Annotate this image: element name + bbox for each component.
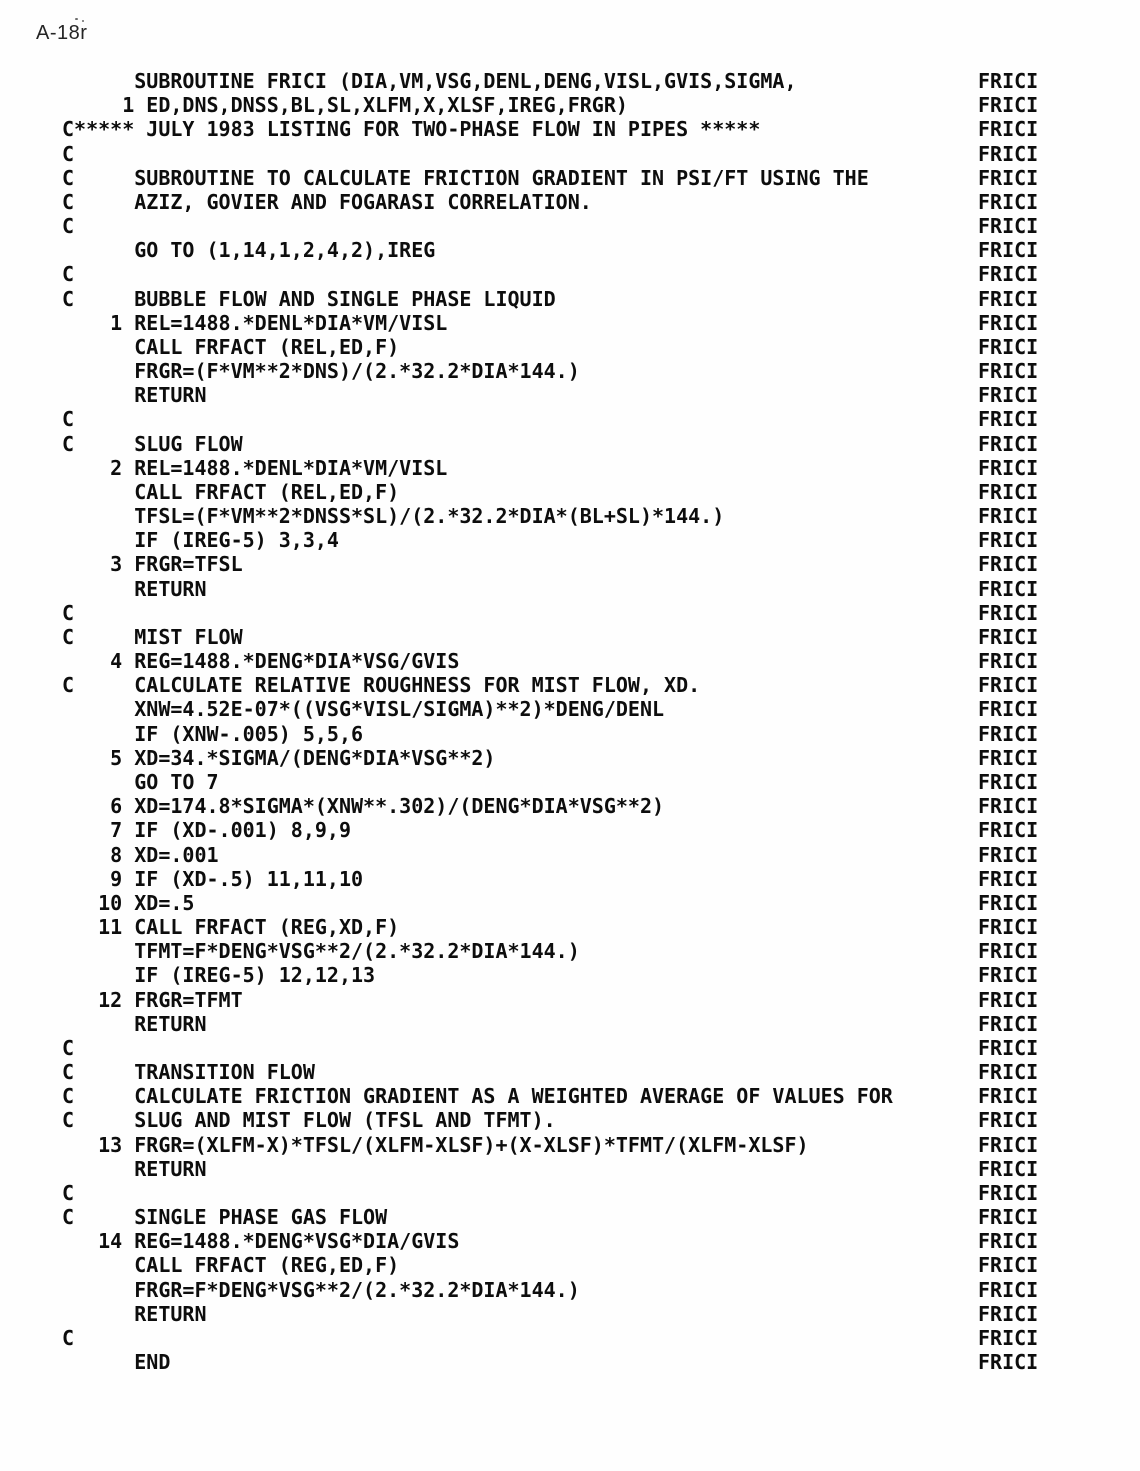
code-text: C CALCULATE FRICTION GRADIENT AS A WEIGHTED AVERAGE OF VALUES FOR	[62, 1084, 893, 1109]
code-line	[62, 939, 1082, 963]
card-id-field: FRICI	[978, 310, 1039, 335]
card-id-field: FRICI	[978, 69, 1039, 93]
code-text: FRGR=F*DENG*VSG**2/(2.*32.2*DIA*144.)	[62, 1277, 580, 1302]
code-text: C	[62, 1035, 75, 1060]
code-text: XNW=4.52E-07*((VSG*VISL/SIGMA)**2)*DENG/DENL	[62, 697, 665, 722]
code-text: IF (IREG-5) 12,12,13	[62, 963, 376, 988]
card-id-field: FRICI	[978, 1301, 1039, 1326]
code-text: SUBROUTINE FRICI (DIA,VM,VSG,DENL,DENG,VISL,GVIS,SIGMA,	[62, 69, 797, 93]
code-text: C	[62, 141, 75, 166]
code-text: IF (IREG-5) 3,3,4	[62, 528, 339, 553]
code-line	[62, 1084, 1082, 1108]
code-text: 4 REG=1488.*DENG*DIA*VSG/GVIS	[62, 649, 460, 674]
code-line	[62, 238, 1082, 262]
code-text: C SLUG AND MIST FLOW (TFSL AND TFMT).	[62, 1108, 556, 1133]
code-text: 1 ED,DNS,DNSS,BL,SL,XLFM,X,XLSF,IREG,FRGR)	[62, 93, 628, 118]
card-id-field: FRICI	[978, 431, 1039, 456]
code-text: 10 XD=.5	[62, 890, 195, 915]
card-id-field: FRICI	[978, 1108, 1039, 1133]
code-text: RETURN	[62, 383, 207, 408]
card-id-field: FRICI	[978, 1011, 1039, 1036]
card-id-field: FRICI	[978, 745, 1039, 770]
code-line	[62, 1302, 1082, 1326]
code-text: 11 CALL FRFACT (REG,XD,F)	[62, 915, 400, 940]
card-id-field: FRICI	[978, 528, 1039, 553]
code-text: C SLUG FLOW	[62, 431, 243, 456]
code-line	[62, 1133, 1082, 1157]
code-text: 3 FRGR=TFSL	[62, 552, 243, 577]
card-id-field: FRICI	[978, 1253, 1039, 1278]
card-id-field: FRICI	[978, 1350, 1039, 1375]
card-id-field: FRICI	[978, 141, 1039, 166]
code-line	[62, 93, 1082, 117]
code-text: CALL FRFACT (REL,ED,F)	[62, 479, 400, 504]
card-id-field: FRICI	[978, 890, 1039, 915]
card-id-field: FRICI	[978, 383, 1039, 408]
code-line	[62, 1060, 1082, 1084]
code-text: C	[62, 262, 75, 287]
card-id-field: FRICI	[978, 649, 1039, 674]
fortran-code-listing	[62, 69, 1082, 1374]
code-text: C AZIZ, GOVIER AND FOGARASI CORRELATION.	[62, 189, 592, 214]
code-text: 7 IF (XD-.001) 8,9,9	[62, 818, 351, 843]
code-text: C	[62, 214, 75, 239]
code-text: IF (XNW-.005) 5,5,6	[62, 721, 364, 746]
card-id-field: FRICI	[978, 1035, 1039, 1060]
code-line	[62, 673, 1082, 697]
code-line	[62, 1012, 1082, 1036]
code-text: 8 XD=.001	[62, 842, 219, 867]
card-id-field: FRICI	[978, 1325, 1039, 1350]
card-id-field: FRICI	[978, 189, 1039, 214]
code-line	[62, 891, 1082, 915]
code-line	[62, 1036, 1082, 1060]
code-line	[62, 142, 1082, 166]
code-line	[62, 697, 1082, 721]
code-line	[62, 504, 1082, 528]
code-line	[62, 794, 1082, 818]
card-id-field: FRICI	[978, 818, 1039, 843]
card-id-field: FRICI	[978, 697, 1039, 722]
code-line	[62, 1278, 1082, 1302]
code-line	[62, 1350, 1082, 1374]
code-text: C***** JULY 1983 LISTING FOR TWO-PHASE FLOW IN PIPES *****	[62, 117, 761, 142]
code-line	[62, 69, 1082, 93]
code-text: TFSL=(F*VM**2*DNSS*SL)/(2.*32.2*DIA*(BL+SL)*144.)	[62, 504, 725, 529]
code-text: 12 FRGR=TFMT	[62, 987, 243, 1012]
code-text: C SUBROUTINE TO CALCULATE FRICTION GRADIENT IN PSI/FT USING THE	[62, 165, 869, 190]
scan-speck	[82, 20, 84, 22]
code-line	[62, 746, 1082, 770]
card-id-field: FRICI	[978, 673, 1039, 698]
code-line	[62, 843, 1082, 867]
code-text: C CALCULATE RELATIVE ROUGHNESS FOR MIST FLOW, XD.	[62, 673, 701, 698]
code-line	[62, 818, 1082, 842]
code-text: FRGR=(F*VM**2*DNS)/(2.*32.2*DIA*144.)	[62, 359, 580, 384]
code-line	[62, 1205, 1082, 1229]
code-text: TFMT=F*DENG*VSG**2/(2.*32.2*DIA*144.)	[62, 939, 580, 964]
code-line	[62, 1157, 1082, 1181]
code-text: RETURN	[62, 1011, 207, 1036]
code-line	[62, 915, 1082, 939]
card-id-field: FRICI	[978, 1156, 1039, 1181]
code-line	[62, 988, 1082, 1012]
code-text: RETURN	[62, 1156, 207, 1181]
card-id-field: FRICI	[978, 987, 1039, 1012]
code-text: C TRANSITION FLOW	[62, 1060, 315, 1085]
code-text: 14 REG=1488.*DENG*VSG*DIA/GVIS	[62, 1229, 460, 1254]
card-id-field: FRICI	[978, 915, 1039, 940]
card-id-field: FRICI	[978, 939, 1039, 964]
card-id-field: FRICI	[978, 1132, 1039, 1157]
card-id-field: FRICI	[978, 407, 1039, 432]
code-line	[62, 335, 1082, 359]
card-id-field: FRICI	[978, 842, 1039, 867]
code-text: 6 XD=174.8*SIGMA*(XNW**.302)/(DENG*DIA*VSG**2)	[62, 794, 665, 819]
code-line	[62, 1253, 1082, 1277]
code-text: C BUBBLE FLOW AND SINGLE PHASE LIQUID	[62, 286, 556, 311]
code-line	[62, 262, 1082, 286]
code-line	[62, 552, 1082, 576]
card-id-field: FRICI	[978, 359, 1039, 384]
card-id-field: FRICI	[978, 1180, 1039, 1205]
scan-speck	[75, 18, 78, 20]
card-id-field: FRICI	[978, 214, 1039, 239]
code-line	[62, 1108, 1082, 1132]
code-line	[62, 770, 1082, 794]
code-line	[62, 190, 1082, 214]
card-id-field: FRICI	[978, 794, 1039, 819]
card-id-field: FRICI	[978, 1084, 1039, 1109]
card-id-field: FRICI	[978, 1060, 1039, 1085]
code-text: 9 IF (XD-.5) 11,11,10	[62, 866, 364, 891]
code-line	[62, 963, 1082, 987]
card-id-field: FRICI	[978, 769, 1039, 794]
code-line	[62, 432, 1082, 456]
card-id-field: FRICI	[978, 1229, 1039, 1254]
card-id-field: FRICI	[978, 1205, 1039, 1230]
code-line	[62, 577, 1082, 601]
code-line	[62, 383, 1082, 407]
card-id-field: FRICI	[978, 479, 1039, 504]
code-text: C	[62, 600, 75, 625]
code-text: 2 REL=1488.*DENL*DIA*VM/VISL	[62, 455, 448, 480]
code-line	[62, 359, 1082, 383]
code-line	[62, 117, 1082, 141]
code-text: CALL FRFACT (REG,ED,F)	[62, 1253, 400, 1278]
code-text: CALL FRFACT (REL,ED,F)	[62, 334, 400, 359]
card-id-field: FRICI	[978, 963, 1039, 988]
code-text: GO TO 7	[62, 769, 219, 794]
code-text: 1 REL=1488.*DENL*DIA*VM/VISL	[62, 310, 448, 335]
code-line	[62, 1326, 1082, 1350]
code-text: C	[62, 407, 75, 432]
code-line	[62, 601, 1082, 625]
code-line	[62, 287, 1082, 311]
code-line	[62, 867, 1082, 891]
card-id-field: FRICI	[978, 866, 1039, 891]
card-id-field: FRICI	[978, 1277, 1039, 1302]
code-text: C SINGLE PHASE GAS FLOW	[62, 1205, 388, 1230]
card-id-field: FRICI	[978, 552, 1039, 577]
code-line	[62, 1181, 1082, 1205]
card-id-field: FRICI	[978, 286, 1039, 311]
code-text: 5 XD=34.*SIGMA/(DENG*DIA*VSG**2)	[62, 745, 496, 770]
page-label: A-18r	[36, 22, 88, 44]
card-id-field: FRICI	[978, 238, 1039, 263]
code-text: C	[62, 1325, 75, 1350]
code-line	[62, 407, 1082, 431]
code-line	[62, 166, 1082, 190]
code-line	[62, 311, 1082, 335]
code-line	[62, 649, 1082, 673]
code-text: GO TO (1,14,1,2,4,2),IREG	[62, 238, 436, 263]
card-id-field: FRICI	[978, 334, 1039, 359]
code-line	[62, 480, 1082, 504]
code-text: END	[62, 1350, 171, 1375]
code-line	[62, 214, 1082, 238]
code-text: RETURN	[62, 576, 207, 601]
card-id-field: FRICI	[978, 721, 1039, 746]
code-line	[62, 528, 1082, 552]
card-id-field: FRICI	[978, 262, 1039, 287]
card-id-field: FRICI	[978, 93, 1039, 118]
code-line	[62, 1229, 1082, 1253]
card-id-field: FRICI	[978, 165, 1039, 190]
code-text: C	[62, 1180, 75, 1205]
card-id-field: FRICI	[978, 624, 1039, 649]
code-text: 13 FRGR=(XLFM-X)*TFSL/(XLFM-XLSF)+(X-XLSF)*TFMT/(XLFM-XLSF)	[62, 1132, 809, 1157]
card-id-field: FRICI	[978, 455, 1039, 480]
card-id-field: FRICI	[978, 600, 1039, 625]
card-id-field: FRICI	[978, 576, 1039, 601]
card-id-field: FRICI	[978, 504, 1039, 529]
code-line	[62, 625, 1082, 649]
card-id-field: FRICI	[978, 117, 1039, 142]
code-text: C MIST FLOW	[62, 624, 243, 649]
code-line	[62, 456, 1082, 480]
code-line	[62, 722, 1082, 746]
code-text: RETURN	[62, 1301, 207, 1326]
